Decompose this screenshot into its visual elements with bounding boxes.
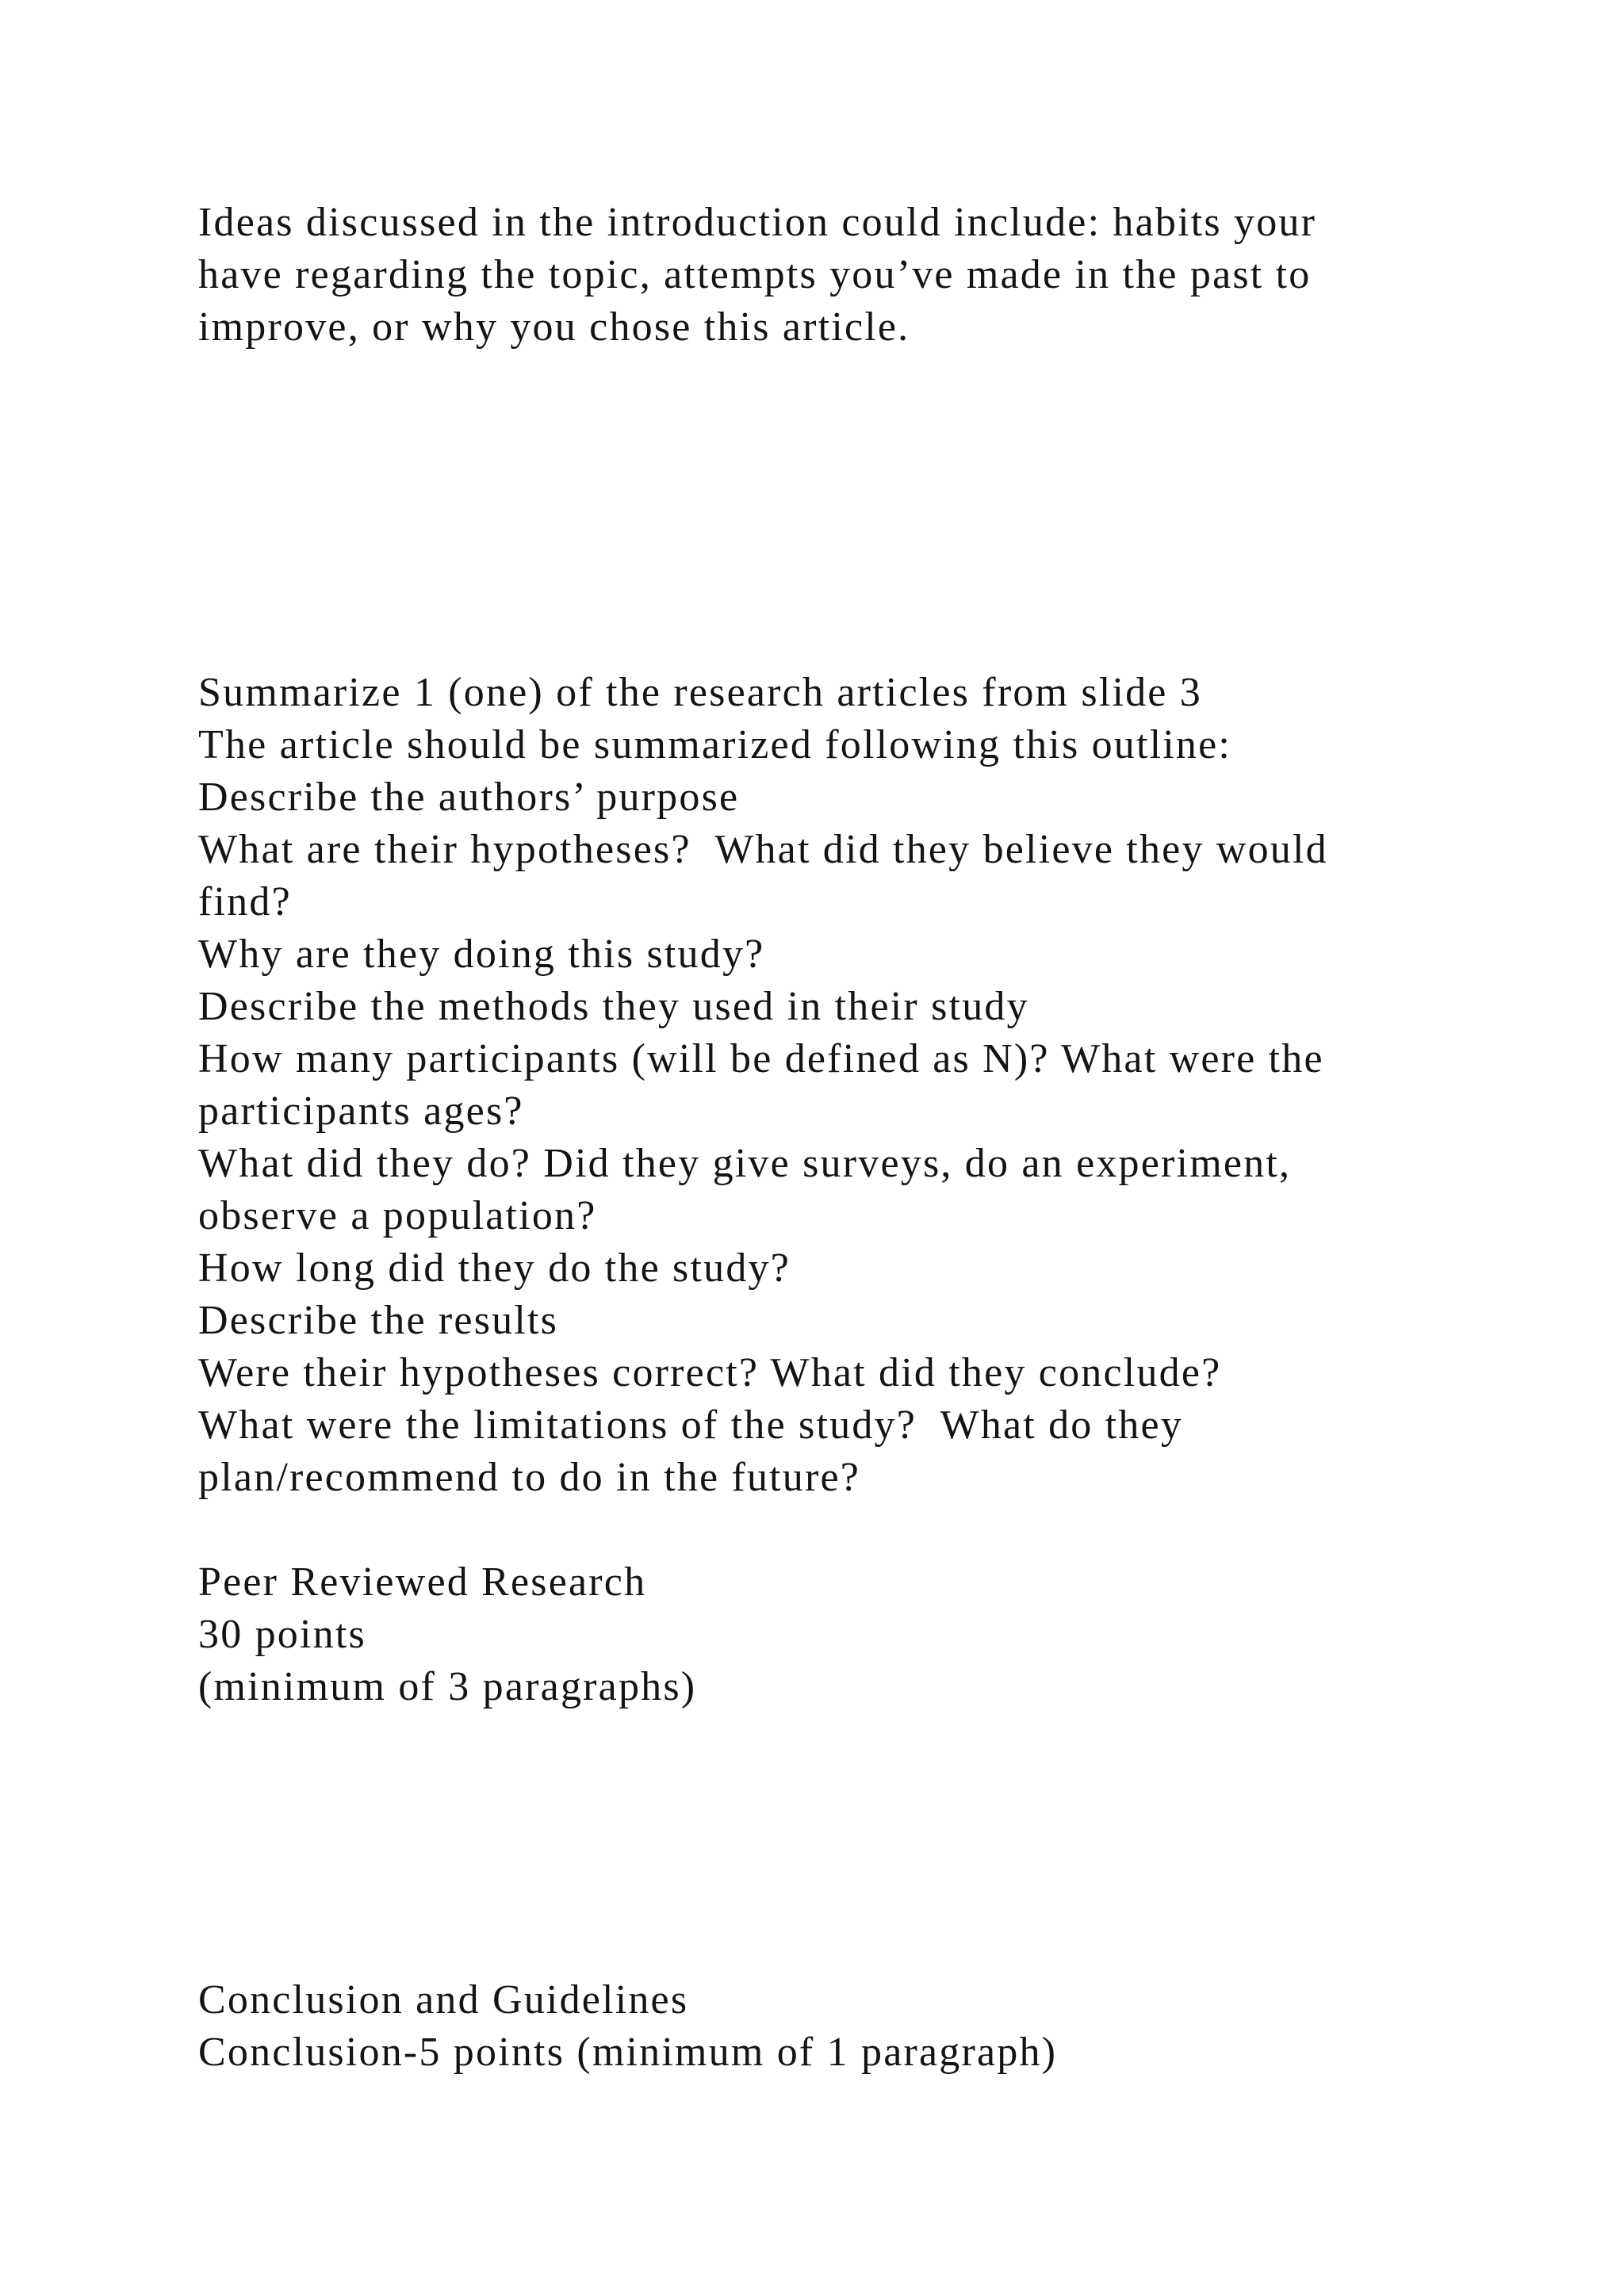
summary-line: The article should be summarized following this outline: xyxy=(198,722,1232,767)
summary-line: find? xyxy=(198,879,292,924)
summary-line: observe a population? xyxy=(198,1193,597,1238)
summary-line: Summarize 1 (one) of the research articles from slide 3 xyxy=(198,670,1202,715)
summary-line: How many participants (will be defined as N)? What were the xyxy=(198,1036,1324,1081)
conclusion-line: Conclusion-5 points (minimum of 1 paragraph) xyxy=(198,2030,1058,2075)
summary-line: plan/recommend to do in the future? xyxy=(198,1455,861,1500)
summary-line: How long did they do the study? xyxy=(198,1246,791,1291)
intro-line: have regarding the topic, attempts you’ve made in the past to xyxy=(198,252,1312,297)
peer-review-line: (minimum of 3 paragraphs) xyxy=(198,1664,697,1709)
conclusion-line: Conclusion and Guidelines xyxy=(198,1977,689,2022)
intro-line: improve, or why you chose this article. xyxy=(198,304,910,350)
summary-line: Why are they doing this study? xyxy=(198,932,765,977)
summary-line: Describe the methods they used in their study xyxy=(198,984,1029,1029)
peer-review-line: Peer Reviewed Research xyxy=(198,1559,647,1605)
summary-line: What did they do? Did they give surveys, do an experiment, xyxy=(198,1141,1292,1186)
summary-line: Describe the results xyxy=(198,1298,559,1343)
summary-line: What are their hypotheses? What did they believe they would xyxy=(198,827,1328,872)
summary-line: Were their hypotheses correct? What did they conclude? xyxy=(198,1350,1222,1395)
summary-line: participants ages? xyxy=(198,1089,524,1134)
summary-line: Describe the authors’ purpose xyxy=(198,775,740,820)
intro-line: Ideas discussed in the introduction could include: habits your xyxy=(198,200,1317,245)
peer-review-line: 30 points xyxy=(198,1612,366,1657)
summary-line: What were the limitations of the study? What do they xyxy=(198,1402,1184,1448)
